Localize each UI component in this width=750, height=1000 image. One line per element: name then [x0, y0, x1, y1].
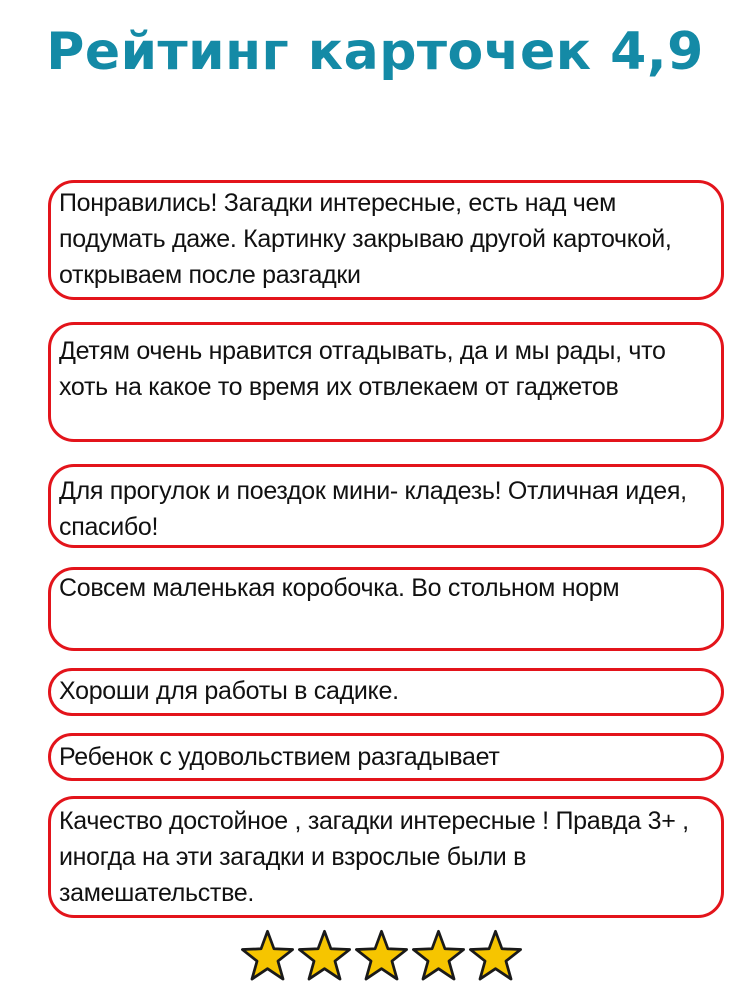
star-rating — [240, 928, 530, 984]
review-text: Детям очень нравится отгадывать, да и мы рады, что хоть на какое то время их отвлекаем от гаджетов — [59, 337, 666, 401]
star-icon — [411, 928, 466, 983]
review-card — [48, 567, 724, 651]
review-text: Ребенок с удовольствием разгадывает — [59, 743, 500, 771]
star-icon — [240, 928, 295, 983]
star-icon — [354, 928, 409, 983]
star-icon — [468, 928, 523, 983]
review-card — [48, 668, 724, 716]
review-card — [48, 464, 724, 548]
review-card — [48, 796, 724, 918]
review-text: Хороши для работы в садике. — [59, 677, 399, 705]
review-text: Для прогулок и поездок мини- кладезь! Отличная идея, спасибо! — [59, 477, 687, 541]
review-text: Понравились! Загадки интересные, есть над чем подумать даже. Картинку закрываю другой карточкой, открываем после разгадки — [59, 189, 672, 289]
page-title: Рейтинг карточек 4,9 — [46, 22, 704, 82]
review-text: Качество достойное , загадки интересные ! Правда 3+ , иногда на эти загадки и взрослые были в замешательстве. — [59, 807, 689, 907]
review-card — [48, 733, 724, 781]
star-icon — [297, 928, 352, 983]
review-card — [48, 180, 724, 300]
review-card — [48, 322, 724, 442]
review-text: Совсем маленькая коробочка. Во стольном норм — [59, 574, 620, 602]
